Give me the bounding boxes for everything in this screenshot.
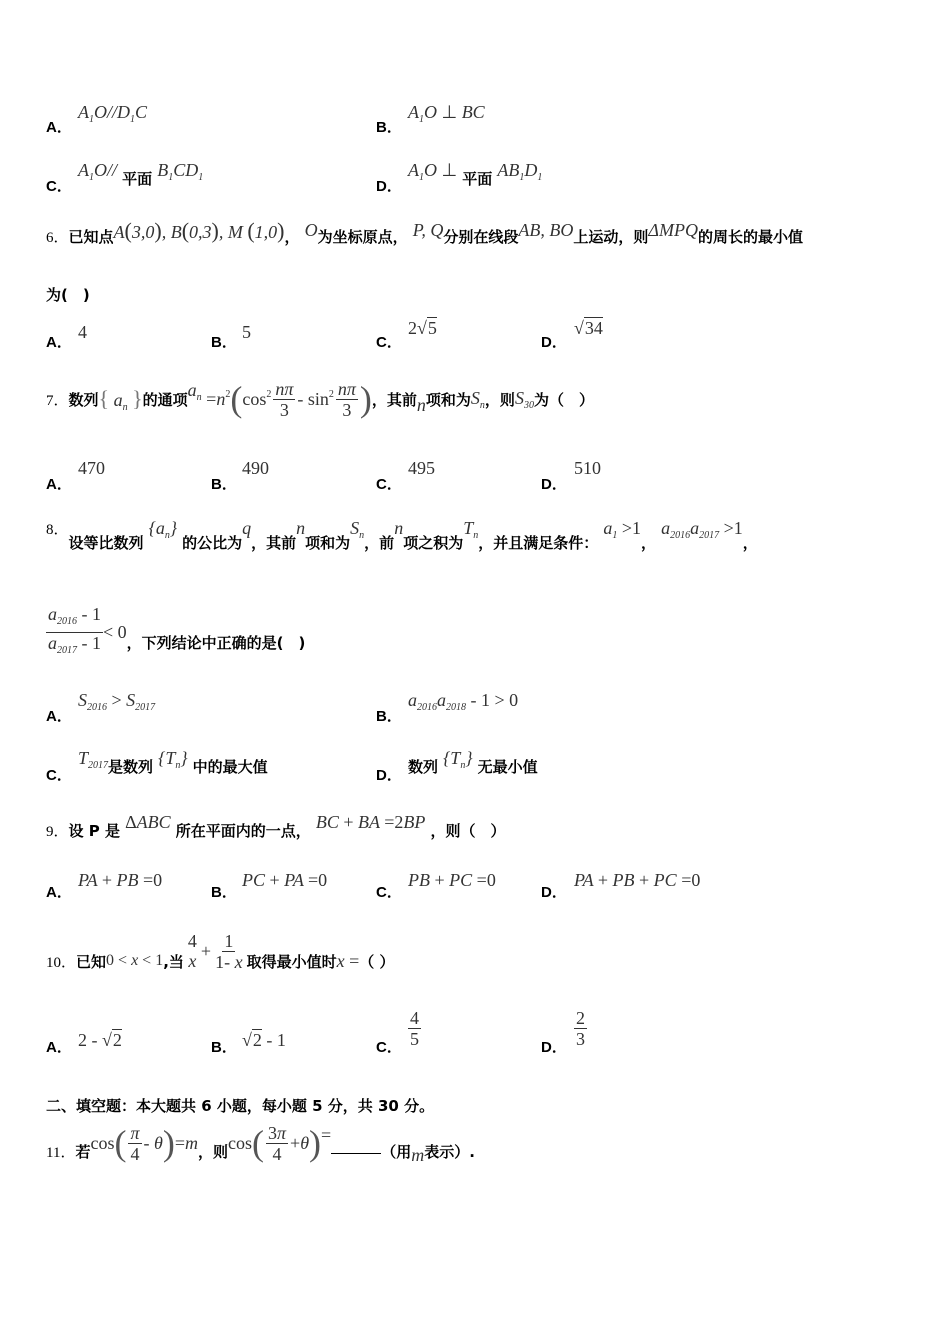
q7-option-b-label: B． xyxy=(211,476,237,493)
q5-option-c-label: C． xyxy=(46,178,72,195)
q6-option-c-value: 2√5 xyxy=(408,318,437,338)
q11-cond: cos ( π 4 - θ ) = m xyxy=(90,1122,198,1164)
q8-number: 8． xyxy=(46,522,69,538)
q6-option-b-label: B． xyxy=(211,334,237,351)
q10-number: 10． xyxy=(46,954,77,971)
q9-option-b-label: B． xyxy=(211,884,237,901)
q10-x: x = xyxy=(336,950,360,971)
q10-option-b-label: B． xyxy=(211,1039,237,1056)
q9-stem: 9．设 P 是 ΔABC 所在平面内的一点， BC + BA =2BP ，则（ ） xyxy=(46,812,506,840)
q9-option-c-label: C． xyxy=(376,884,402,901)
q7-option-c-value: 495 xyxy=(408,458,435,478)
q9-option-d-value: PA + PB + PC =0 xyxy=(574,870,701,890)
q5-option-b-math: $A_1O$ ⊥ BC xyxy=(408,102,485,125)
q5-option-c-content: $A_1O//$ 平面 $B_1CD_1$ xyxy=(78,160,204,188)
q7-stem: 7． 数列 { $a_n$ } 的通项 $a_n$ = $n^2$ ( $\cos^2$ nπ 3 - $\sin^2$ nπ 3 ) ，其前 n 项和为 $S_n$ ，则 $S_{30}$ 为（ ） xyxy=(46,378,594,420)
q8-option-a-label: A． xyxy=(46,708,72,725)
q8-stem: 8．设等比数列 $\{a_n\}$ 的公比为q，其前n项和为$S_n$，前n项之积为$T_n$，并且满足条件： $a_1 >1$， $a_{2016}a_{2017} >1$， xyxy=(46,518,758,552)
q5-option-d-plane: 平面 xyxy=(462,170,493,188)
q5-option-a-label: A． xyxy=(46,119,72,136)
q11-number: 11． xyxy=(46,1144,76,1161)
q5-option-d-label: D． xyxy=(376,178,402,195)
q10-option-c-value: $\frac{4}{5}$ xyxy=(410,1008,419,1049)
q8-cond3: $a_{2016} - 1$ $a_{2017} - 1$ < 0 ，下列结论中正确的是( ) xyxy=(48,604,306,656)
q10-option-a-label: A． xyxy=(46,1039,72,1056)
q6-number: 6． xyxy=(46,230,69,246)
q5-option-d-content: $A_1O$ ⊥ 平面 $AB_1D_1$ xyxy=(408,160,543,188)
q7-sn: $S_n$ xyxy=(470,387,485,411)
q8-seq: $\{a_n\}$ xyxy=(148,518,178,541)
q5-option-a-math: $A_1O//D_1C$ xyxy=(78,102,148,125)
q9-option-a-label: A． xyxy=(46,884,72,901)
q7-option-b-value: 490 xyxy=(242,458,269,478)
q6-option-d-label: D． xyxy=(541,334,567,351)
q6-option-a-label: A． xyxy=(46,334,72,351)
q10-option-c-label: C． xyxy=(376,1039,402,1056)
q7-option-a-label: A． xyxy=(46,476,72,493)
q8-option-c-label: C． xyxy=(46,767,72,784)
q10-option-d-label: D． xyxy=(541,1039,567,1056)
q5-option-b-label: B． xyxy=(376,119,402,136)
q6-points: A(3,0), B(0,3), M (1,0) xyxy=(113,218,285,243)
q10-option-b-value: √2 - 1 xyxy=(242,1030,286,1050)
q10-stem: 10． 已知 0 < x < 1 ,当 4 x + $\frac{1}{1- x}$ 取得最小值时 x = （ ） xyxy=(46,930,395,972)
q8-option-b-math: $a_{2016}a_{2018} - 1 > 0$ xyxy=(408,690,519,713)
q8-option-d-content: 数列 $\{T_n\}$ 无最小值 xyxy=(408,748,538,776)
q9-option-a-value: PA + PB =0 xyxy=(78,870,163,890)
q9-cond: BC + BA =2BP xyxy=(315,812,426,832)
q8-option-b-label: B． xyxy=(376,708,402,725)
q8-cond2: $a_{2016}a_{2017} >1$ xyxy=(661,518,743,541)
q7-s30: $S_{30}$ xyxy=(514,387,534,411)
q7-option-a-value: 470 xyxy=(78,458,105,478)
q7-option-d-label: D． xyxy=(541,476,567,493)
q8-tn: $T_n$ xyxy=(463,518,479,541)
q7-formula: $a_n$ = $n^2$ ( $\cos^2$ nπ 3 - $\sin^2$ nπ 3 ) xyxy=(187,378,372,420)
q7-seq: { $a_n$ } xyxy=(98,385,143,413)
q7-option-c-label: C． xyxy=(376,476,402,493)
q6-option-c-label: C． xyxy=(376,334,402,351)
q8-sn: $S_n$ xyxy=(350,518,365,541)
q9-number: 9． xyxy=(46,824,69,840)
q11-expr: cos ( 3π 4 + θ ) = xyxy=(228,1122,332,1164)
q7-number: 7． xyxy=(46,392,69,409)
q6-option-b-value: 5 xyxy=(242,322,251,342)
section2-heading: 二、填空题：本大题共 6 小题，每小题 5 分，共 30 分。 xyxy=(46,1097,435,1115)
q8-option-d-label: D． xyxy=(376,767,402,784)
q9-option-d-label: D． xyxy=(541,884,567,901)
q6-stem: 6．已知点A(3,0), B(0,3), M (1,0)， O为坐标原点， P, Q分别在线段AB, BO上运动，则ΔMPQ的周长的最小值 xyxy=(46,218,803,246)
q9-tri: ΔABC xyxy=(125,812,171,832)
q6-option-a-value: 4 xyxy=(78,322,87,342)
q5-option-c-plane: 平面 xyxy=(122,170,153,188)
q11-stem: 11． 若 cos ( π 4 - θ ) = m ，则 cos ( 3π 4 + θ ) = （用 m 表示）. xyxy=(46,1122,475,1165)
q6-option-d-value: √34 xyxy=(574,318,603,338)
q10-cond: 0 < x < 1 xyxy=(106,952,164,969)
q10-option-a-value: 2 - √2 xyxy=(78,1030,122,1050)
q9-option-b-value: PC + PA =0 xyxy=(242,870,328,890)
q7-option-d-value: 510 xyxy=(574,458,601,478)
q6-stem-end: 为( ) xyxy=(46,286,90,304)
q10-expr: 4 x + $\frac{1}{1- x}$ xyxy=(187,930,243,972)
q9-option-c-value: PB + PC =0 xyxy=(408,870,496,890)
q11-answer-blank[interactable] xyxy=(331,1153,381,1154)
q8-cond1: $a_1 >1$ xyxy=(603,518,641,541)
q8-option-a-math: $S_{2016} > S_{2017}$ xyxy=(78,690,156,713)
q10-option-d-value: $\frac{2}{3}$ xyxy=(576,1008,585,1049)
q8-option-c-content: $T_{2017}$是数列 $\{T_n\}$ 中的最大值 xyxy=(78,748,268,776)
